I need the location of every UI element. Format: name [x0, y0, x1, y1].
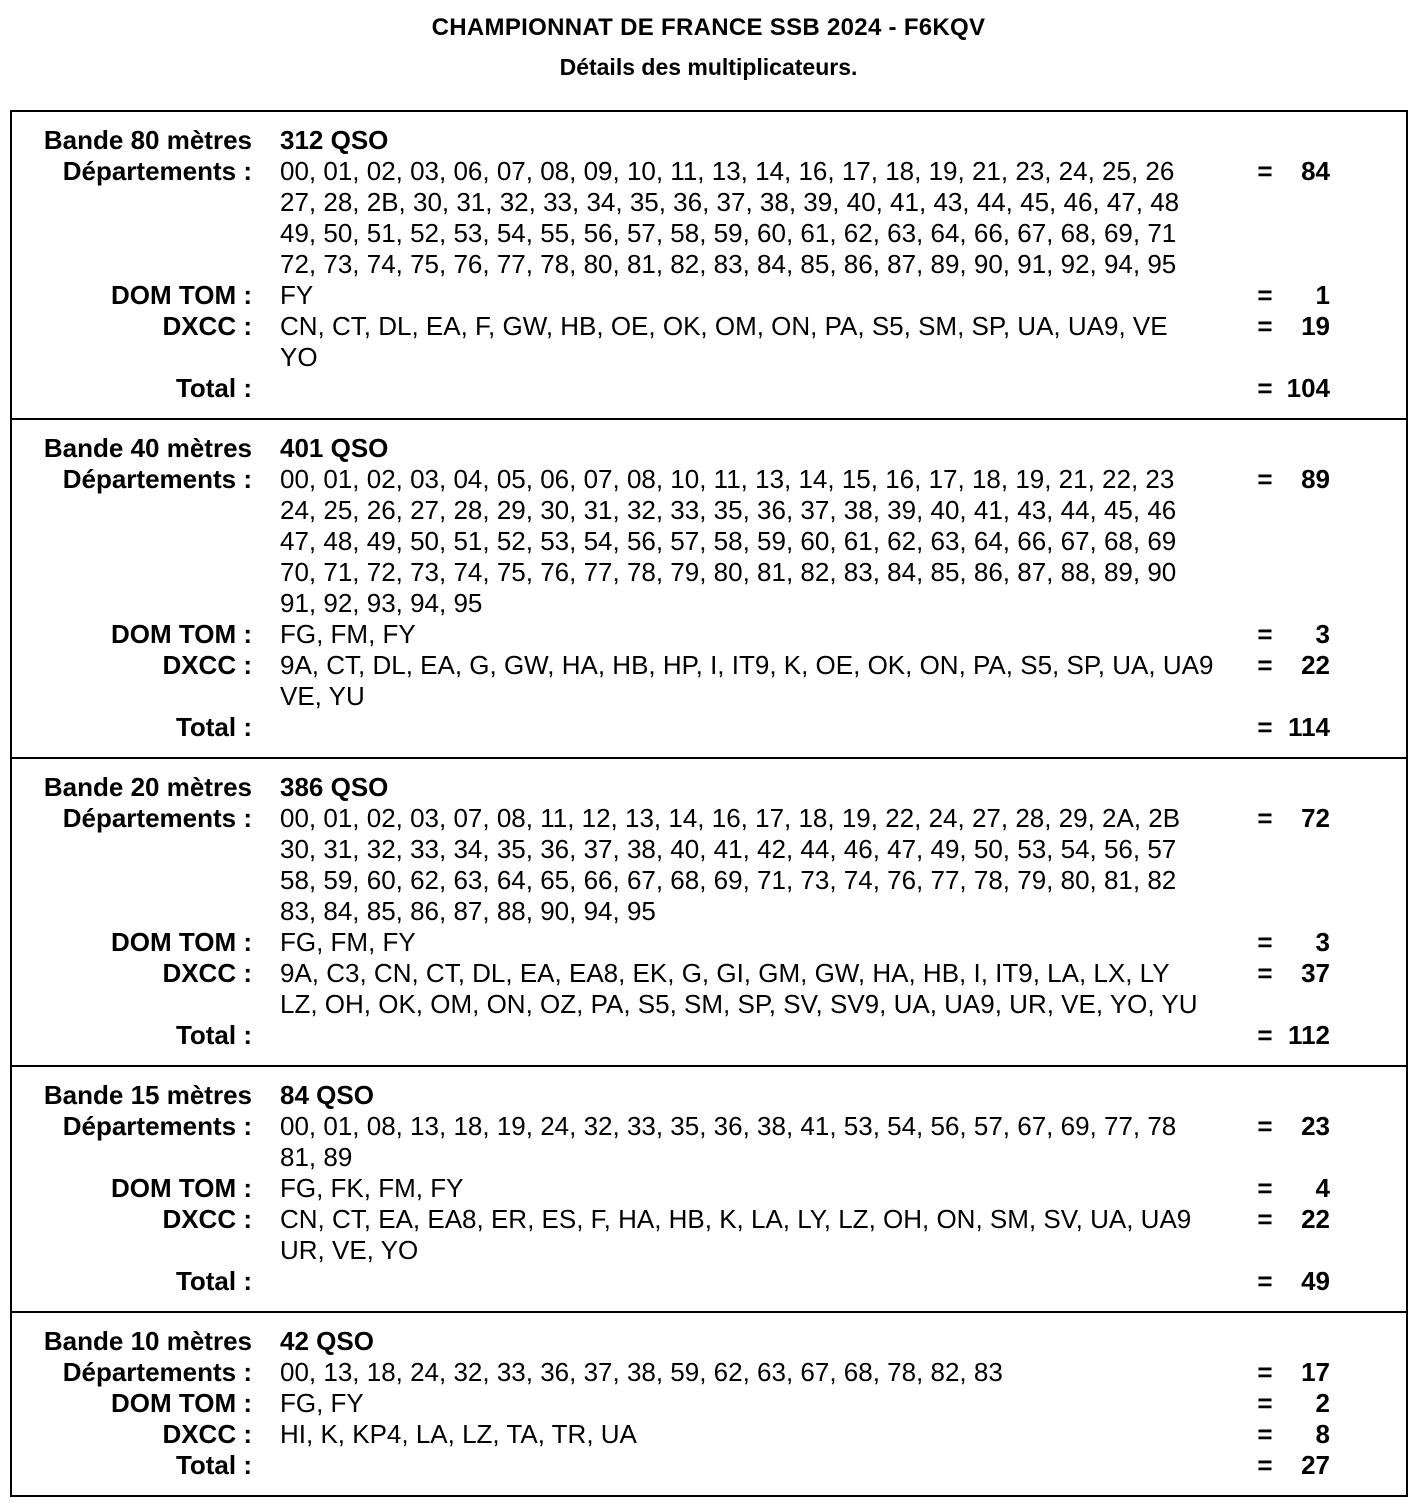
- multiplier-count: 2: [1315, 1388, 1330, 1418]
- equals-sign: =: [1257, 1419, 1273, 1449]
- equals-sign: =: [1257, 464, 1273, 494]
- multiplier-list: [252, 1419, 1245, 1450]
- multiplier-count: 17: [1301, 1357, 1330, 1387]
- multiplier-line: 30, 31, 32, 33, 34, 35, 36, 37, 38, 40, 41, 42, 44, 46, 47, 49, 50, 53, 54, 56, 57: [280, 834, 1177, 864]
- multiplier-list: [252, 311, 1245, 373]
- multiplier-line: CN, CT, DL, EA, F, GW, HB, OE, OK, OM, ON, PA, S5, SM, SP, UA, UA9, VE: [280, 311, 1168, 341]
- band-header-row: [12, 772, 1406, 803]
- departements-row: [12, 1111, 1406, 1173]
- multiplier-count: 89: [1301, 464, 1330, 494]
- dom-tom-row: [12, 927, 1406, 958]
- multiplier-line: 00, 01, 02, 03, 06, 07, 08, 09, 10, 11, 13, 14, 16, 17, 18, 19, 21, 23, 24, 25, 26: [280, 156, 1175, 186]
- multiplier-list: [252, 1173, 1245, 1204]
- multiplier-line: FY: [280, 280, 314, 310]
- multiplier-line: YO: [280, 342, 318, 372]
- row-label: Départements :: [62, 464, 252, 494]
- multiplier-count: 27: [1301, 1450, 1330, 1480]
- multiplier-list: [252, 619, 1245, 650]
- multiplier-list: [252, 1111, 1245, 1173]
- multiplier-list: [252, 156, 1245, 280]
- equals-sign: =: [1257, 373, 1273, 403]
- equals-sign: =: [1257, 803, 1273, 833]
- dxcc-row: [12, 650, 1406, 712]
- row-label: DOM TOM :: [110, 280, 252, 310]
- row-label: Total :: [175, 1020, 252, 1050]
- multiplier-line: 84 QSO: [280, 1080, 374, 1110]
- multiplier-count: 3: [1315, 927, 1330, 957]
- total-row: [12, 712, 1406, 743]
- multiplier-count: 22: [1301, 650, 1330, 680]
- multiplier-line: HI, K, KP4, LA, LZ, TA, TR, UA: [280, 1419, 637, 1449]
- row-label: Bande 80 mètres: [43, 125, 252, 155]
- multiplier-list: [252, 1357, 1245, 1388]
- band-section: [12, 757, 1406, 1065]
- row-label: Total :: [175, 712, 252, 742]
- row-label: DXCC :: [162, 650, 252, 680]
- equals-sign: =: [1257, 156, 1273, 186]
- multiplier-count: 49: [1301, 1266, 1330, 1296]
- multiplier-line: 42 QSO: [280, 1326, 374, 1356]
- multiplier-list: [252, 464, 1245, 619]
- multiplier-count: 37: [1301, 958, 1330, 988]
- row-label: DXCC :: [162, 958, 252, 988]
- row-label: Bande 15 mètres: [43, 1080, 252, 1110]
- multiplier-line: FG, FM, FY: [280, 619, 416, 649]
- row-label: Départements :: [62, 156, 252, 186]
- report-header: [0, 0, 1417, 81]
- row-label: Bande 20 mètres: [43, 772, 252, 802]
- multiplier-count: 19: [1301, 311, 1330, 341]
- equals-sign: =: [1257, 280, 1273, 310]
- multiplier-line: 00, 13, 18, 24, 32, 33, 36, 37, 38, 59, 62, 63, 67, 68, 78, 82, 83: [280, 1357, 1003, 1387]
- band-header-row: [12, 433, 1406, 464]
- multiplier-line: 72, 73, 74, 75, 76, 77, 78, 80, 81, 82, 83, 84, 85, 86, 87, 89, 90, 91, 92, 94, 95: [280, 249, 1177, 279]
- row-label: DOM TOM :: [110, 1173, 252, 1203]
- row-label: DXCC :: [162, 1204, 252, 1234]
- dxcc-row: [12, 1419, 1406, 1450]
- row-label: DOM TOM :: [110, 619, 252, 649]
- band-header-row: [12, 1326, 1406, 1357]
- row-label: Départements :: [62, 1357, 252, 1387]
- multiplier-list: [252, 433, 1245, 464]
- dom-tom-row: [12, 280, 1406, 311]
- multiplier-line: LZ, OH, OK, OM, ON, OZ, PA, S5, SM, SP, SV, SV9, UA, UA9, UR, VE, YO, YU: [280, 989, 1198, 1019]
- total-row: [12, 373, 1406, 404]
- equals-sign: =: [1257, 1111, 1273, 1141]
- equals-sign: =: [1257, 1173, 1273, 1203]
- total-row: [12, 1266, 1406, 1297]
- equals-sign: =: [1257, 311, 1273, 341]
- report-subtitle: Détails des multiplicateurs.: [559, 54, 858, 80]
- dom-tom-row: [12, 1173, 1406, 1204]
- multiplier-line: 9A, C3, CN, CT, DL, EA, EA8, EK, G, GI, GM, GW, HA, HB, I, IT9, LA, LX, LY: [280, 958, 1170, 988]
- equals-sign: =: [1257, 1388, 1273, 1418]
- band-section: [12, 1065, 1406, 1311]
- row-label: DOM TOM :: [110, 927, 252, 957]
- multiplier-count: 1: [1315, 280, 1330, 310]
- row-label: Bande 40 mètres: [43, 433, 252, 463]
- multiplier-line: 312 QSO: [280, 125, 389, 155]
- band-section: [12, 112, 1406, 418]
- total-row: [12, 1450, 1406, 1481]
- band-section: [12, 418, 1406, 757]
- multiplier-line: 70, 71, 72, 73, 74, 75, 76, 77, 78, 79, 80, 81, 82, 83, 84, 85, 86, 87, 88, 89, 90: [280, 557, 1177, 587]
- multiplier-list: [252, 1326, 1245, 1357]
- multiplier-list: [252, 803, 1245, 927]
- multipliers-table: [10, 110, 1408, 1497]
- band-section: [12, 1311, 1406, 1495]
- equals-sign: =: [1257, 1266, 1273, 1296]
- multiplier-count: 23: [1301, 1111, 1330, 1141]
- dom-tom-row: [12, 619, 1406, 650]
- dxcc-row: [12, 958, 1406, 1020]
- multiplier-list: [252, 280, 1245, 311]
- multiplier-line: 386 QSO: [280, 772, 389, 802]
- multiplier-line: FG, FY: [280, 1388, 364, 1418]
- equals-sign: =: [1257, 1450, 1273, 1480]
- multiplier-line: 83, 84, 85, 86, 87, 88, 90, 94, 95: [280, 896, 656, 926]
- multiplier-line: FG, FK, FM, FY: [280, 1173, 464, 1203]
- multiplier-list: [252, 1388, 1245, 1419]
- multiplier-line: 00, 01, 08, 13, 18, 19, 24, 32, 33, 35, 36, 38, 41, 53, 54, 56, 57, 67, 69, 77, 78: [280, 1111, 1177, 1141]
- multiplier-count: 72: [1301, 803, 1330, 833]
- row-label: DOM TOM :: [110, 1388, 252, 1418]
- multiplier-line: 401 QSO: [280, 433, 389, 463]
- multiplier-list: [252, 1080, 1245, 1111]
- equals-sign: =: [1257, 650, 1273, 680]
- multiplier-count: 104: [1286, 373, 1330, 403]
- departements-row: [12, 803, 1406, 927]
- multiplier-line: 9A, CT, DL, EA, G, GW, HA, HB, HP, I, IT9, K, OE, OK, ON, PA, S5, SP, UA, UA9: [280, 650, 1214, 680]
- multiplier-list: [252, 1204, 1245, 1266]
- dxcc-row: [12, 1204, 1406, 1266]
- dom-tom-row: [12, 1388, 1406, 1419]
- dxcc-row: [12, 311, 1406, 373]
- multiplier-line: 49, 50, 51, 52, 53, 54, 55, 56, 57, 58, 59, 60, 61, 62, 63, 64, 66, 67, 68, 69, 71: [280, 218, 1177, 248]
- multiplier-count: 3: [1315, 619, 1330, 649]
- multiplier-line: 27, 28, 2B, 30, 31, 32, 33, 34, 35, 36, 37, 38, 39, 40, 41, 43, 44, 45, 46, 47, 48: [280, 187, 1180, 217]
- multiplier-line: 47, 48, 49, 50, 51, 52, 53, 54, 56, 57, 58, 59, 60, 61, 62, 63, 64, 66, 67, 68, 69: [280, 526, 1177, 556]
- multiplier-line: 00, 01, 02, 03, 04, 05, 06, 07, 08, 10, 11, 13, 14, 15, 16, 17, 18, 19, 21, 22, 23: [280, 464, 1175, 494]
- row-label: Total :: [175, 373, 252, 403]
- row-label: Bande 10 mètres: [43, 1326, 252, 1356]
- multiplier-line: 91, 92, 93, 94, 95: [280, 588, 483, 618]
- multiplier-list: [252, 650, 1245, 712]
- multiplier-list: [252, 927, 1245, 958]
- multiplier-line: UR, VE, YO: [280, 1235, 419, 1265]
- multiplier-list: [252, 125, 1245, 156]
- row-label: DXCC :: [162, 1419, 252, 1449]
- equals-sign: =: [1257, 1357, 1273, 1387]
- multiplier-count: 84: [1301, 156, 1330, 186]
- band-header-row: [12, 1080, 1406, 1111]
- multiplier-line: 00, 01, 02, 03, 07, 08, 11, 12, 13, 14, 16, 17, 18, 19, 22, 24, 27, 28, 29, 2A, 2B: [280, 803, 1181, 833]
- multiplier-count: 114: [1288, 712, 1330, 742]
- band-header-row: [12, 125, 1406, 156]
- multiplier-line: FG, FM, FY: [280, 927, 416, 957]
- report-title: CHAMPIONNAT DE FRANCE SSB 2024 - F6KQV: [431, 14, 986, 41]
- multiplier-line: 81, 89: [280, 1142, 353, 1172]
- equals-sign: =: [1257, 619, 1273, 649]
- multiplier-list: [252, 958, 1245, 1020]
- multiplier-line: 24, 25, 26, 27, 28, 29, 30, 31, 32, 33, 35, 36, 37, 38, 39, 40, 41, 43, 44, 45, 46: [280, 495, 1177, 525]
- equals-sign: =: [1257, 958, 1273, 988]
- equals-sign: =: [1257, 1204, 1273, 1234]
- multiplier-list: [252, 772, 1245, 803]
- multiplier-count: 112: [1288, 1020, 1330, 1050]
- departements-row: [12, 1357, 1406, 1388]
- row-label: Départements :: [62, 803, 252, 833]
- multiplier-count: 22: [1301, 1204, 1330, 1234]
- multiplier-count: 4: [1315, 1173, 1330, 1203]
- row-label: Total :: [175, 1450, 252, 1480]
- row-label: Total :: [175, 1266, 252, 1296]
- row-label: Départements :: [62, 1111, 252, 1141]
- departements-row: [12, 156, 1406, 280]
- multiplier-line: CN, CT, EA, EA8, ER, ES, F, HA, HB, K, LA, LY, LZ, OH, ON, SM, SV, UA, UA9: [280, 1204, 1192, 1234]
- equals-sign: =: [1257, 712, 1273, 742]
- multiplier-count: 8: [1315, 1419, 1330, 1449]
- multiplier-line: 58, 59, 60, 62, 63, 64, 65, 66, 67, 68, 69, 71, 73, 74, 76, 77, 78, 79, 80, 81, 82: [280, 865, 1177, 895]
- departements-row: [12, 464, 1406, 619]
- equals-sign: =: [1257, 927, 1273, 957]
- total-row: [12, 1020, 1406, 1051]
- equals-sign: =: [1257, 1020, 1273, 1050]
- multiplier-line: VE, YU: [280, 681, 365, 711]
- row-label: DXCC :: [162, 311, 252, 341]
